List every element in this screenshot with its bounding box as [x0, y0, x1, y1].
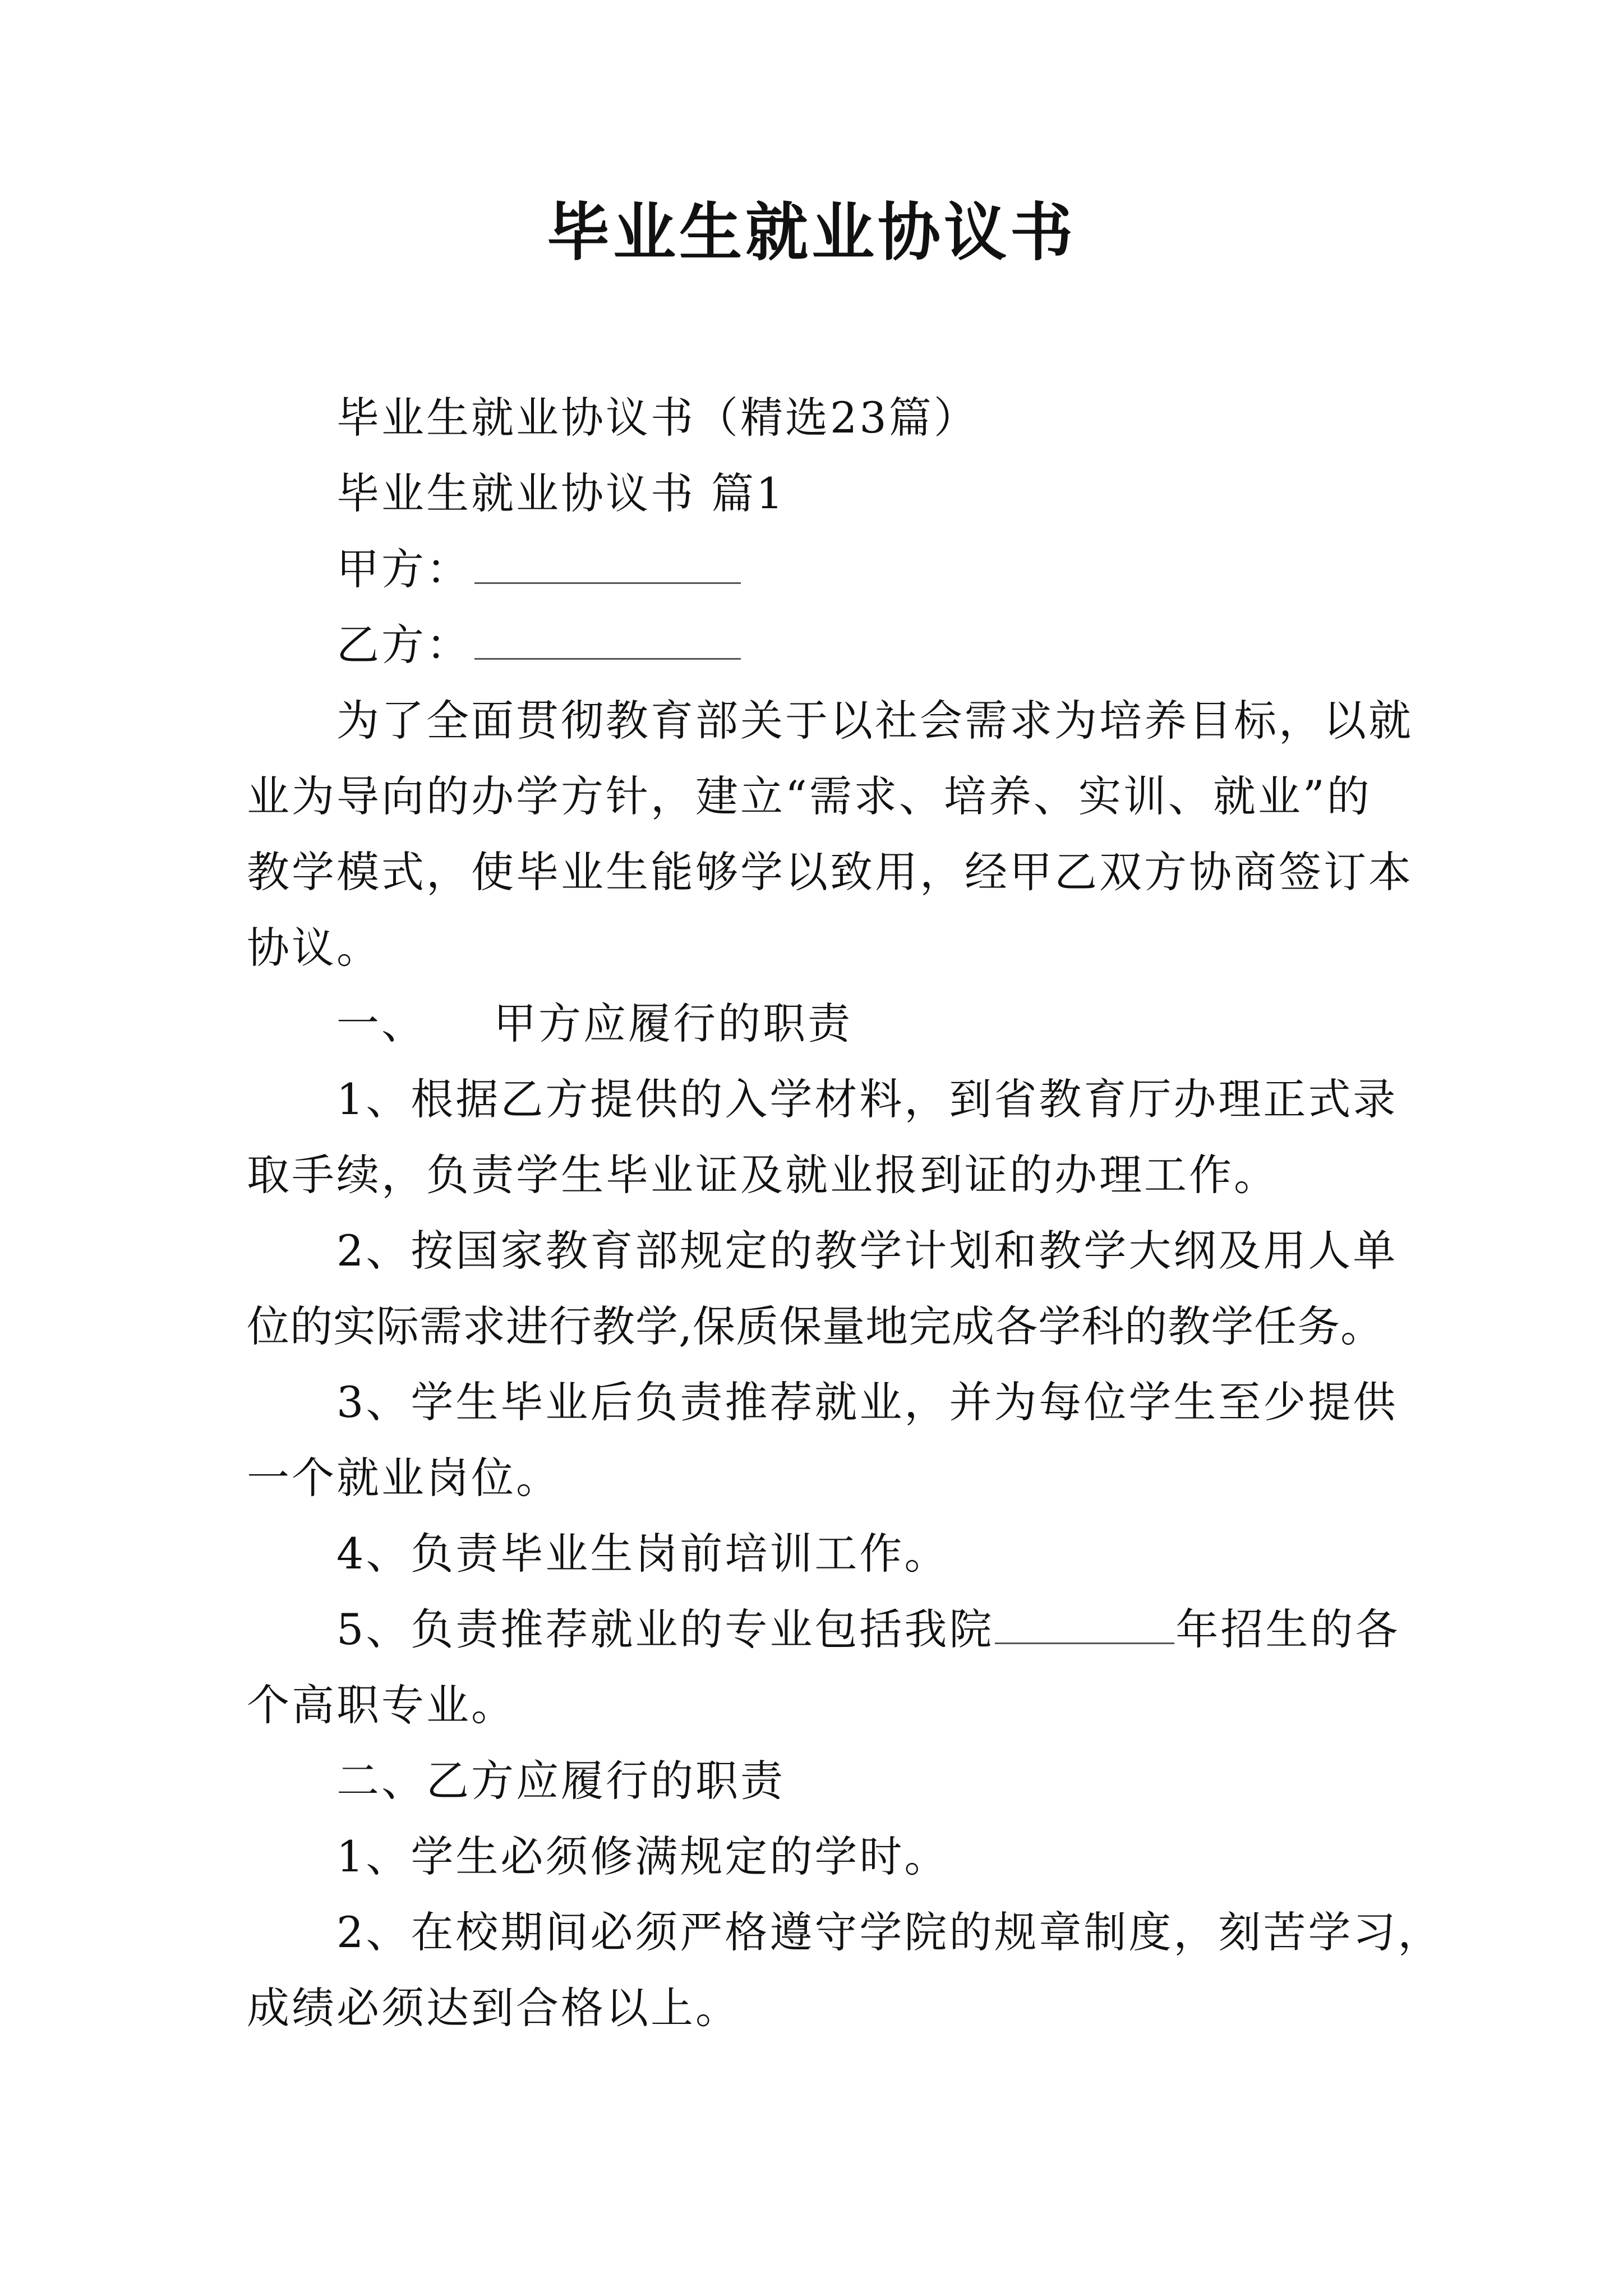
party-b-label: 乙方： — [336, 620, 471, 670]
section-1-item-3-line-2: 一个就业岗位。 — [247, 1453, 561, 1503]
section-1-item-2-line-2: 位的实际需求进行教学,保质保量地完成各学科的教学任务。 — [247, 1301, 1384, 1351]
section-1-item-1-line-2: 取手续，负责学生毕业证及就业报到证的办理工作。 — [247, 1150, 1279, 1200]
section-2-item-2-line-1: 2、在校期间必须严格遵守学院的规章制度，刻苦学习， — [336, 1907, 1443, 1957]
party-b-blank — [474, 652, 741, 660]
section-1-title: 甲方应履行的职责 — [494, 999, 852, 1048]
intro-line-4: 协议。 — [247, 923, 381, 973]
year-blank — [995, 1637, 1174, 1644]
section-1-item-4: 4、负责毕业生岗前培训工作。 — [336, 1529, 949, 1579]
collection-subtitle: 毕业生就业协议书（精选23篇） — [336, 393, 979, 443]
document-title: 毕业生就业协议书 — [547, 196, 1076, 269]
party-a-line — [336, 541, 741, 597]
section-1-item-2-line-1: 2、按国家教育部规定的教学计划和教学大纲及用人单 — [336, 1226, 1398, 1276]
intro-line-2: 业为导向的办学方针，建立“需求、培养、实训、就业”的 — [247, 771, 1372, 821]
section-2-item-1: 1、学生必须修满规定的学时。 — [336, 1832, 949, 1881]
item-5-text-before: 5、负责推荐就业的专业包括我院 — [336, 1604, 994, 1654]
article-heading: 毕业生就业协议书 篇1 — [336, 468, 786, 518]
party-b-line — [336, 617, 741, 673]
party-a-label: 甲方： — [336, 544, 471, 594]
section-1-number: 一、 — [336, 999, 426, 1048]
section-1-item-5-line-2: 个高职专业。 — [247, 1680, 516, 1730]
section-1-item-1-line-1: 1、根据乙方提供的入学材料，到省教育厅办理正式录 — [336, 1074, 1398, 1124]
item-5-text-after: 年招生的各 — [1175, 1604, 1400, 1654]
section-1-item-5-line-1 — [336, 1602, 1400, 1658]
section-1-item-3-line-1: 3、学生毕业后负责推荐就业，并为每位学生至少提供 — [336, 1377, 1398, 1427]
section-2-heading: 二、乙方应履行的职责 — [336, 1756, 785, 1806]
intro-line-3: 教学模式，使毕业生能够学以致用，经甲乙双方协商签订本 — [247, 847, 1413, 897]
party-a-blank — [474, 577, 741, 584]
section-2-item-2-line-2: 成绩必须达到合格以上。 — [247, 1983, 740, 2033]
intro-line-1: 为了全面贯彻教育部关于以社会需求为培养目标，以就 — [336, 696, 1413, 746]
section-1-heading — [336, 996, 852, 1052]
